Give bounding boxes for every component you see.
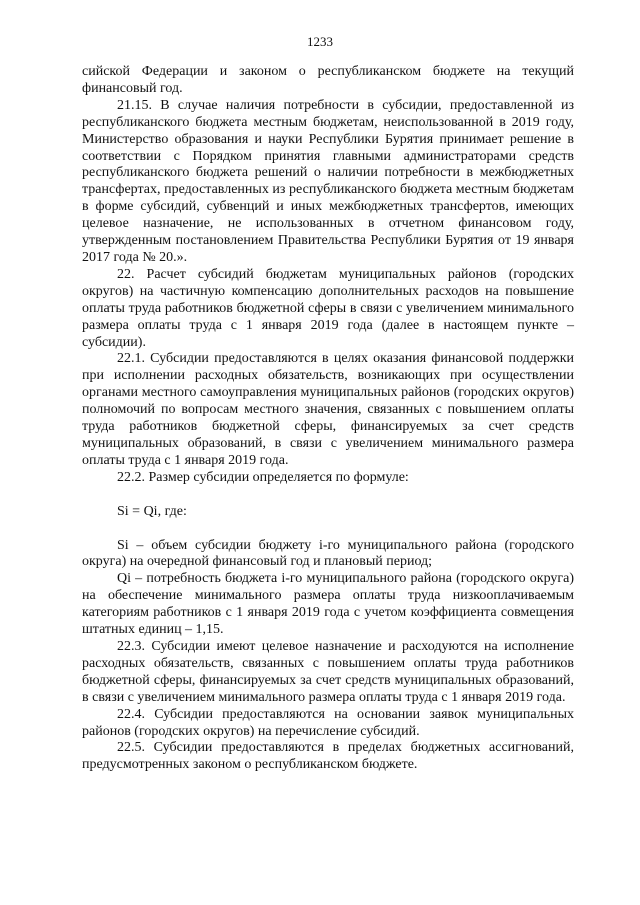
document-body	[82, 64, 574, 774]
paragraph-22-4: 22.4. Субсидии предоставляются на основании заявок муниципальных районов (городских округов) на перечисление субсидий.	[82, 706, 574, 739]
paragraph-22-5: 22.5. Субсидии предоставляются в пределах бюджетных ассигнований, предусмотренных законом о республиканском бюджете.	[82, 740, 574, 773]
formula: Si = Qi, где:	[117, 503, 187, 519]
paragraph-22-2: 22.2. Размер субсидии определяется по формуле:	[117, 469, 409, 485]
paragraph-22: 22. Расчет субсидий бюджетам муниципальных районов (городских округов) на частичную компенсацию дополнительных расходов на повышение оплаты труда работников бюджетной сферы в связи с увеличением минимального размера оплаты труда с 1 января 2019 года (далее в настоящем пункте – субсидии).	[82, 266, 574, 350]
page-number: 1233	[307, 34, 333, 49]
paragraph-21-15: 21.15. В случае наличия потребности в субсидии, предоставленной из республиканского бюджета местным бюджетам, неиспользованной в 2019 году, Министерство образования и науки Республики Бурятия принимает решение в соответствии с Порядком принятия главными администраторами средств республиканского бюджета решений о наличии потребности в межбюджетных трансфертах, предоставленных из республиканского бюджета местным бюджетам в форме субсидий, субвенций и иных межбюджетных трансфертов, имеющих целевое назначение, не использованных в отчетном финансовом году, утвержденным постановлением Правительства Республики Бурятия от 19 января 2017 года № 20.».	[82, 97, 574, 265]
paragraph-continuation: сийской Федерации и законом о республиканском бюджете на текущий финансовый год.	[82, 64, 574, 96]
definition-si: Si – объем субсидии бюджету i-го муниципального района (городского округа) на очередной финансовый год и плановый период;	[82, 537, 574, 570]
paragraph-22-3: 22.3. Субсидии имеют целевое назначение и расходуются на исполнение расходных обязательств, связанных с повышением оплаты труда работников бюджетной сферы, финансируемых за счет средств муниципальных образований, в связи с увеличением минимального размера оплаты труда с 1 января 2019 года.	[82, 639, 574, 705]
paragraph-22-1: 22.1. Субсидии предоставляются в целях оказания финансовой поддержки при исполнении расходных обязательств, возникающих при осуществлении органами местного самоуправления муниципальных районов (городских округов) полномочий по вопросам местного значения, связанных с повышением оплаты труда работников бюджетной сферы, финансируемых за счет средств муниципальных образований, в связи с увеличением минимального размера оплаты труда с 1 января 2019 года.	[82, 351, 574, 468]
definition-qi: Qi – потребность бюджета i-го муниципального района (городского округа) на обеспечение минимального размера оплаты труда низкооплачиваемым категориям работников с 1 января 2019 года с учетом коэффициента совмещения штатных единиц – 1,15.	[82, 571, 574, 638]
